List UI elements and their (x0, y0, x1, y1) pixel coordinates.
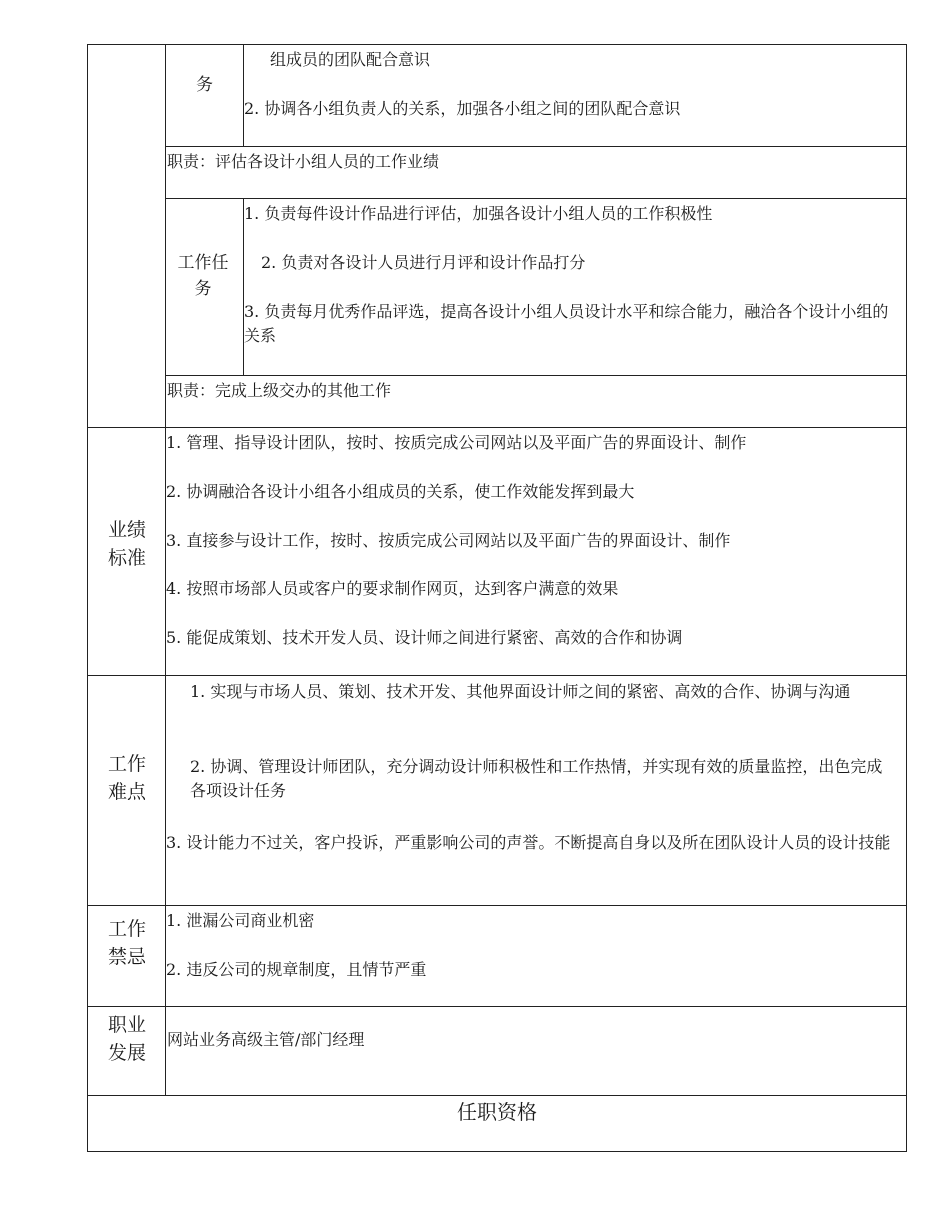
career-value: 网站业务高级主管/部门经理 (167, 1030, 365, 1049)
row-line-427 (87, 427, 907, 428)
row-line-146 (165, 146, 907, 147)
task2-label: 工作任务 (177, 253, 229, 299)
performance-item-1: 1. 管理、指导设计团队，按时、按质完成公司网站以及平面广告的界面设计、制作 (166, 433, 747, 452)
taboo-item-1: 1. 泄漏公司商业机密 (166, 911, 315, 930)
taboo-label: 工作禁忌 (107, 918, 146, 968)
task2-line-1: 1. 负责每件设计作品进行评估，加强各设计小组人员的工作积极性 (244, 204, 713, 223)
row-line-675 (87, 675, 907, 676)
col-divider-2a (243, 44, 244, 146)
qualification-title: 任职资格 (457, 1100, 537, 1124)
col-divider-1 (165, 44, 166, 1095)
task2-line-2: 2. 负责对各设计人员进行月评和设计作品打分 (261, 253, 586, 272)
difficulty-item-2: 2. 协调、管理设计师团队，充分调动设计师积极性和工作热情，并实现有效的质量监控，出色完成各项设计任务 (190, 757, 883, 800)
performance-item-2: 2. 协调融洽各设计小组各小组成员的关系，使工作效能发挥到最大 (166, 482, 635, 501)
performance-item-5: 5. 能促成策划、技术开发人员、设计师之间进行紧密、高效的合作和协调 (166, 628, 683, 647)
row-line-198 (165, 198, 907, 199)
difficulty-item-3: 3. 设计能力不过关，客户投诉，严重影响公司的声誉。不断提高自身以及所在团队设计人员的设计技能 (166, 833, 891, 852)
row-line-1006 (87, 1006, 907, 1007)
row-line-905 (87, 905, 907, 906)
career-label: 职业发展 (107, 1014, 146, 1064)
row-line-1095 (87, 1095, 907, 1096)
duty-evaluate: 职责：评估各设计小组人员的工作业绩 (167, 152, 440, 171)
task2-line-3: 3. 负责每月优秀作品评选，提高各设计小组人员设计水平和综合能力，融洽各个设计小组的关系 (244, 302, 889, 345)
task-line-1: 组成员的团队配合意识 (270, 50, 431, 69)
difficulty-item-1: 1. 实现与市场人员、策划、技术开发、其他界面设计师之间的紧密、高效的合作、协调与沟通 (190, 682, 851, 701)
duty-other: 职责：完成上级交办的其他工作 (167, 381, 392, 400)
row-line-375 (165, 375, 907, 376)
performance-item-3: 3. 直接参与设计工作，按时、按质完成公司网站以及平面广告的界面设计、制作 (166, 531, 731, 550)
taboo-item-2: 2. 违反公司的规章制度，且情节严重 (166, 960, 427, 979)
performance-item-4: 4. 按照市场部人员或客户的要求制作网页，达到客户满意的效果 (166, 579, 619, 598)
performance-label: 业绩标准 (107, 519, 146, 569)
task-label-partial: 务 (196, 75, 213, 95)
difficulty-label: 工作难点 (107, 753, 146, 803)
task-line-2: 2. 协调各小组负责人的关系，加强各小组之间的团队配合意识 (244, 99, 681, 118)
